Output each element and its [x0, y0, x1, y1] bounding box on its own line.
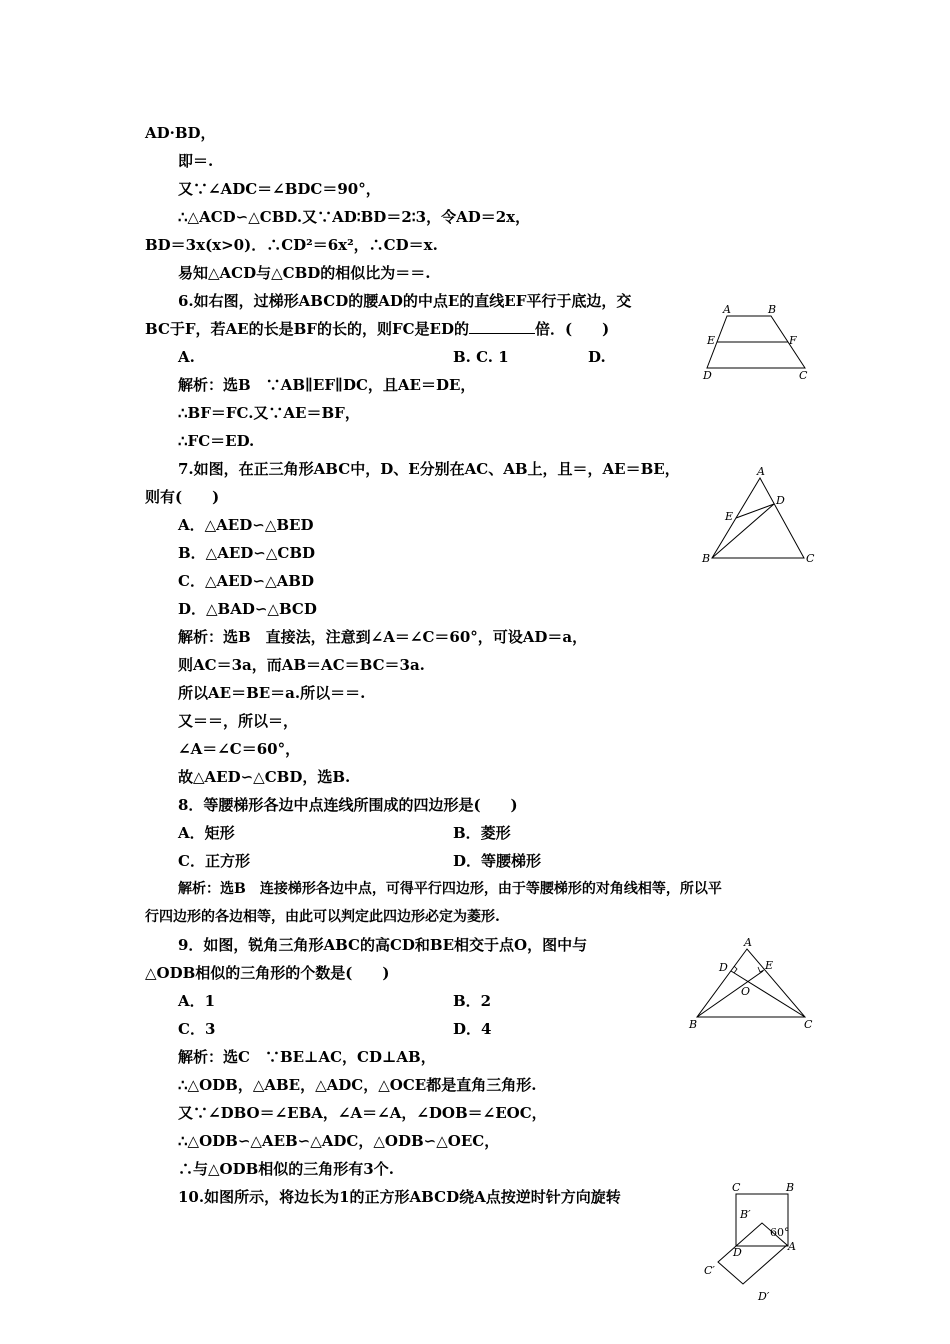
- label-b: B: [702, 552, 711, 565]
- option-c: C．正方形: [178, 852, 250, 870]
- rotated-square-figure: [698, 1178, 810, 1308]
- label-d: D: [719, 961, 728, 974]
- label-c: C: [732, 1181, 741, 1194]
- trapezoid-figure: [695, 298, 815, 388]
- label-f: F: [789, 334, 797, 347]
- label-c-prime: C′: [704, 1264, 715, 1277]
- question-7-stem-cont: 则有( ): [145, 488, 220, 506]
- question-6-stem-cont: [145, 318, 609, 340]
- answer-blank: [469, 319, 535, 334]
- analysis-line: 解析：选B 连接梯形各边中点，可得平行四边形，由于等腰梯形的对角线相等，所以平: [178, 881, 722, 897]
- label-a: A: [757, 465, 765, 478]
- label-d: D: [703, 369, 712, 382]
- question-9-stem-cont: △ODB相似的三角形的个数是( ): [145, 964, 390, 982]
- question-6-stem: 6.如右图，过梯形ABCD的腰AD的中点E的直线EF平行于底边，交: [178, 292, 632, 310]
- question-9-stem: 9．如图，锐角三角形ABC的高CD和BE相交于点O，图中与: [178, 936, 588, 954]
- option-b: B．2: [453, 992, 492, 1010]
- label-c: C: [806, 552, 815, 565]
- label-e: E: [765, 959, 774, 972]
- label-a: A: [723, 303, 731, 316]
- option-d: D．△BAD∽△BCD: [178, 600, 317, 618]
- analysis-line: 又＝＝，所以＝，: [178, 712, 299, 730]
- label-c: C: [799, 369, 808, 382]
- text-line: BD＝3x(x>0)．∴CD²＝6x²，∴CD＝x.: [145, 236, 438, 254]
- option-c: C．3: [178, 1020, 216, 1038]
- option-d: D.: [588, 348, 606, 366]
- label-b: B: [786, 1181, 795, 1194]
- option-a: A．△AED∽△BED: [178, 516, 314, 534]
- option-d: D．4: [453, 1020, 492, 1038]
- label-d: D: [733, 1246, 742, 1259]
- text-segment: 倍．( ): [534, 320, 610, 338]
- label-a: A: [744, 936, 752, 949]
- analysis-line: 则AC＝3a，而AB＝AC＝BC＝3a.: [178, 656, 425, 674]
- label-angle: 60°: [770, 1226, 790, 1239]
- analysis-line: ∴△ODB∽△AEB∽△ADC，△ODB∽△OEC，: [178, 1132, 500, 1150]
- label-o: O: [741, 985, 751, 998]
- option-b-c: B. C. 1: [453, 348, 509, 366]
- label-e: E: [725, 510, 734, 523]
- option-a: A.: [178, 348, 195, 366]
- question-7-stem: 7.如图，在正三角形ABC中，D、E分别在AC、AB上，且＝，AE＝BE，: [178, 460, 680, 478]
- analysis-line: ∴FC＝ED.: [178, 432, 255, 450]
- analysis-line: 解析：选B 直接法，注意到∠A＝∠C＝60°，可设AD＝a，: [178, 628, 588, 646]
- altitude-be: [697, 971, 763, 1017]
- right-angle-mark: [734, 966, 737, 973]
- label-b-prime: B′: [740, 1208, 751, 1221]
- analysis-line: 故△AED∽△CBD，选B.: [178, 768, 351, 786]
- text-line: 又∵∠ADC＝∠BDC＝90°，: [178, 180, 381, 198]
- analysis-line: ∠A＝∠C＝60°，: [178, 740, 301, 758]
- option-d: D．等腰梯形: [453, 852, 542, 870]
- option-a: A．1: [178, 992, 216, 1010]
- text-line: AD·BD，: [145, 124, 216, 142]
- label-b: B: [768, 303, 777, 316]
- analysis-line: ∴△ODB，△ABE，△ADC，△OCE都是直角三角形.: [178, 1076, 537, 1094]
- analysis-line: ∴BF＝FC.又∵AE＝BF，: [178, 404, 360, 422]
- label-a: A: [788, 1240, 796, 1253]
- analysis-line: 行四边形的各边相等，由此可以判定此四边形必定为菱形.: [145, 909, 500, 925]
- analysis-line: 又∵∠DBO＝∠EBA，∠A＝∠A，∠DOB＝∠EOC，: [178, 1104, 547, 1122]
- triangle-figure: [698, 462, 823, 572]
- text-line: 易知△ACD与△CBD的相似比为＝＝.: [178, 264, 431, 282]
- analysis-line: 解析：选B ∵AB∥EF∥DC，且AE＝DE，: [178, 376, 476, 394]
- text-line: 即＝.: [178, 152, 214, 170]
- text-segment: BC于F，若AE的长是BF的长的，则FC是ED的: [145, 320, 469, 338]
- option-a: A．矩形: [178, 824, 235, 842]
- label-b: B: [689, 1018, 698, 1031]
- analysis-line: ∴与△ODB相似的三角形有3个.: [178, 1160, 394, 1178]
- question-10-stem: 10.如图所示，将边长为1的正方形ABCD绕A点按逆时针方向旋转: [178, 1188, 621, 1206]
- option-c: C．△AED∽△ABD: [178, 572, 314, 590]
- segment-bd: [712, 504, 774, 558]
- label-d-prime: D′: [758, 1290, 770, 1303]
- label-d: D: [776, 494, 785, 507]
- question-8-stem: 8．等腰梯形各边中点连线所围成的四边形是( ): [178, 796, 518, 814]
- segment-ed: [736, 504, 774, 518]
- analysis-line: 所以AE＝BE＝a.所以＝＝.: [178, 684, 366, 702]
- label-c: C: [804, 1018, 813, 1031]
- text-line: ∴△ACD∽△CBD.又∵AD∶BD＝2∶3，令AD＝2x，: [178, 208, 531, 226]
- analysis-line: 解析：选C ∵BE⊥AC，CD⊥AB，: [178, 1048, 436, 1066]
- option-b: B．菱形: [453, 824, 511, 842]
- option-b: B．△AED∽△CBD: [178, 544, 316, 562]
- acute-triangle-figure: [685, 935, 820, 1035]
- label-e: E: [707, 334, 716, 347]
